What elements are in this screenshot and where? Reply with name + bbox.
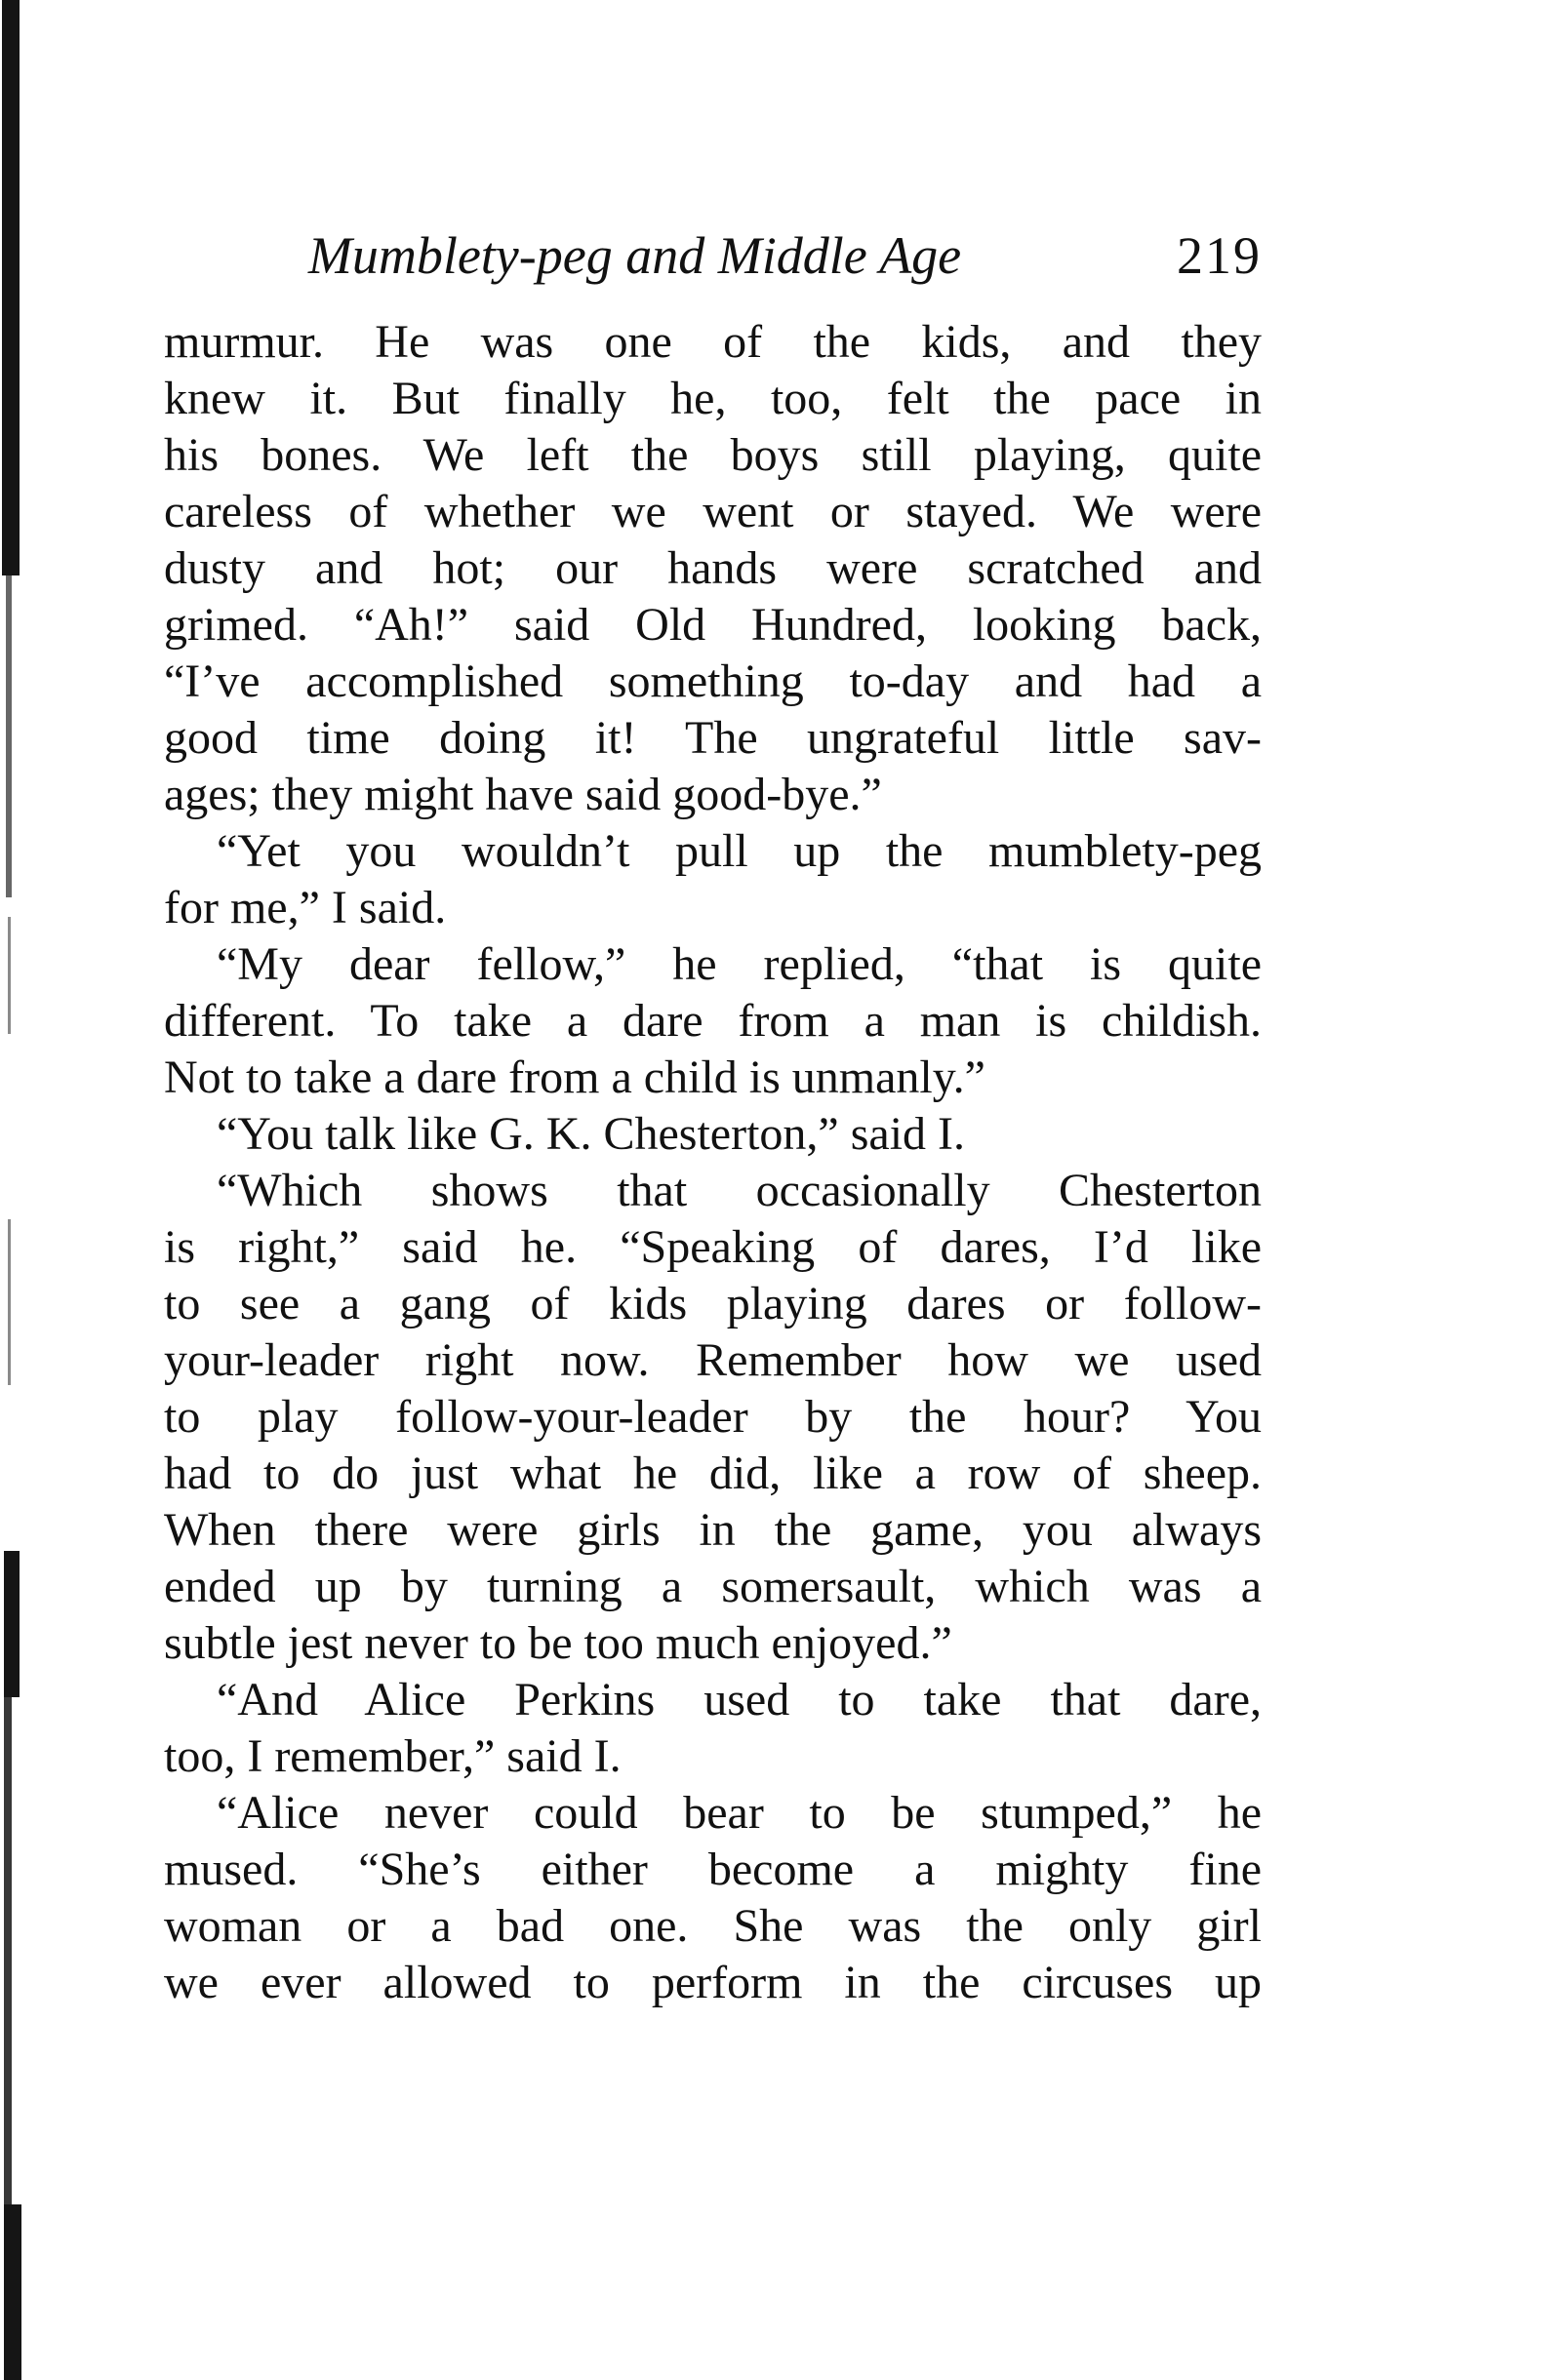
text-line: murmur. He was one of the kids, and they [164,316,1262,368]
text-line: careless of whether we went or stayed. We were [164,486,1262,537]
page-number: 219 [1177,226,1262,285]
text-line: ended up by turning a somersault, which was a [164,1561,1262,1612]
text-line: Not to take a dare from a child is unmanly.” [164,1051,985,1103]
text-line: different. To take a dare from a man is childish. [164,995,1262,1047]
text-line: had to do just what he did, like a row of sheep. [164,1448,1262,1499]
text-line: too, I remember,” said I. [164,1730,622,1782]
text-line: “And Alice Perkins used to take that dare, [217,1674,1262,1726]
text-line: is right,” said he. “Speaking of dares, I’d like [164,1221,1262,1273]
scan-edge-shadow [0,0,35,2380]
text-line: “Which shows that occasionally Chesterton [217,1165,1262,1216]
text-line: dusty and hot; our hands were scratched and [164,542,1262,594]
text-line: woman or a bad one. She was the only girl [164,1900,1262,1952]
text-line: to see a gang of kids playing dares or follow- [164,1278,1262,1329]
text-line: to play follow-your-leader by the hour? You [164,1391,1262,1443]
page-header [164,217,1262,295]
text-line: your-leader right now. Remember how we used [164,1334,1262,1386]
text-line: good time doing it! The ungrateful little sav- [164,712,1262,764]
text-line: “Alice never could bear to be stumped,” he [217,1787,1262,1839]
text-line: we ever allowed to perform in the circuses up [164,1957,1262,2008]
text-line: subtle jest never to be too much enjoyed.” [164,1617,952,1669]
text-line: “Yet you wouldn’t pull up the mumblety-peg [217,825,1262,877]
text-line: mused. “She’s either become a mighty fine [164,1844,1262,1895]
text-line: knew it. But finally he, too, felt the pace in [164,373,1262,424]
text-line: his bones. We left the boys still playing, quite [164,429,1262,481]
text-line: “My dear fellow,” he replied, “that is quite [217,938,1262,990]
text-line: ages; they might have said good-bye.” [164,769,882,820]
text-line: “I’ve accomplished something to-day and had a [164,655,1262,707]
text-line: for me,” I said. [164,882,447,933]
text-line: grimed. “Ah!” said Old Hundred, looking back, [164,599,1262,651]
text-line: When there were girls in the game, you always [164,1504,1262,1556]
body-text [164,314,1262,2011]
running-title: Mumblety-peg and Middle Age [307,226,962,285]
text-line: “You talk like G. K. Chesterton,” said I. [217,1108,966,1160]
